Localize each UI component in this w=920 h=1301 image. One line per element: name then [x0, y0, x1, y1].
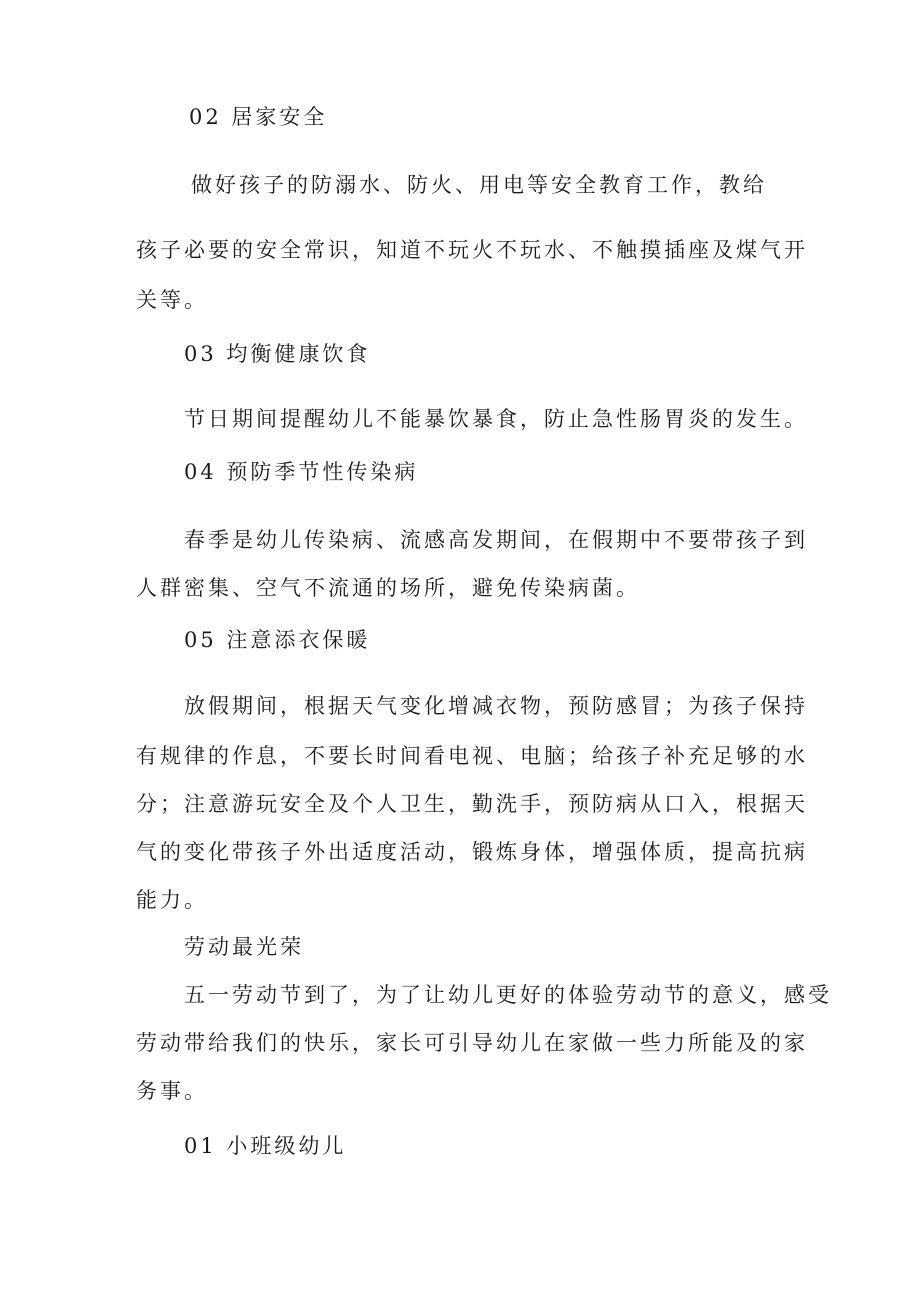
- paragraph-line: 关等。: [136, 288, 208, 312]
- section-heading-keep-warm: 05 注意添衣保暖: [184, 628, 371, 652]
- paragraph-line: 能力。: [136, 888, 208, 912]
- section-heading-small-class: 01 小班级幼儿: [184, 1134, 347, 1158]
- paragraph-line: 放假期间，根据天气变化增减衣物，预防感冒；为孩子保持: [184, 694, 808, 718]
- paragraph-line: 孩子必要的安全常识，知道不玩火不玩水、不触摸插座及煤气开: [136, 238, 808, 262]
- paragraph-line: 春季是幼儿传染病、流感高发期间，在假期中不要带孩子到: [184, 528, 808, 552]
- section-heading-seasonal-disease: 04 预防季节性传染病: [184, 460, 419, 484]
- paragraph-line: 人群密集、空气不流通的场所，避免传染病菌。: [136, 576, 640, 600]
- paragraph-line: 五一劳动节到了，为了让幼儿更好的体验劳动节的意义，感受: [184, 983, 832, 1007]
- section-heading-home-safety: 02 居家安全: [189, 105, 328, 129]
- paragraph-line: 务事。: [136, 1079, 208, 1103]
- paragraph-line: 气的变化带孩子外出适度活动，锻炼身体，增强体质，提高抗病: [136, 840, 808, 864]
- paragraph-line: 做好孩子的防溺水、防火、用电等安全教育工作，教给: [191, 173, 767, 197]
- section-heading-balanced-diet: 03 均衡健康饮食: [184, 342, 371, 366]
- paragraph-line: 节日期间提醒幼儿不能暴饮暴食，防止急性肠胃炎的发生。: [184, 407, 808, 431]
- paragraph-line: 劳动带给我们的快乐，家长可引导幼儿在家做一些力所能及的家: [136, 1031, 808, 1055]
- paragraph-line: 分；注意游玩安全及个人卫生，勤洗手，预防病从口入，根据天: [136, 792, 808, 816]
- paragraph-line: 有规律的作息，不要长时间看电视、电脑；给孩子补充足够的水: [136, 744, 808, 768]
- section-heading-labor: 劳动最光荣: [184, 935, 304, 959]
